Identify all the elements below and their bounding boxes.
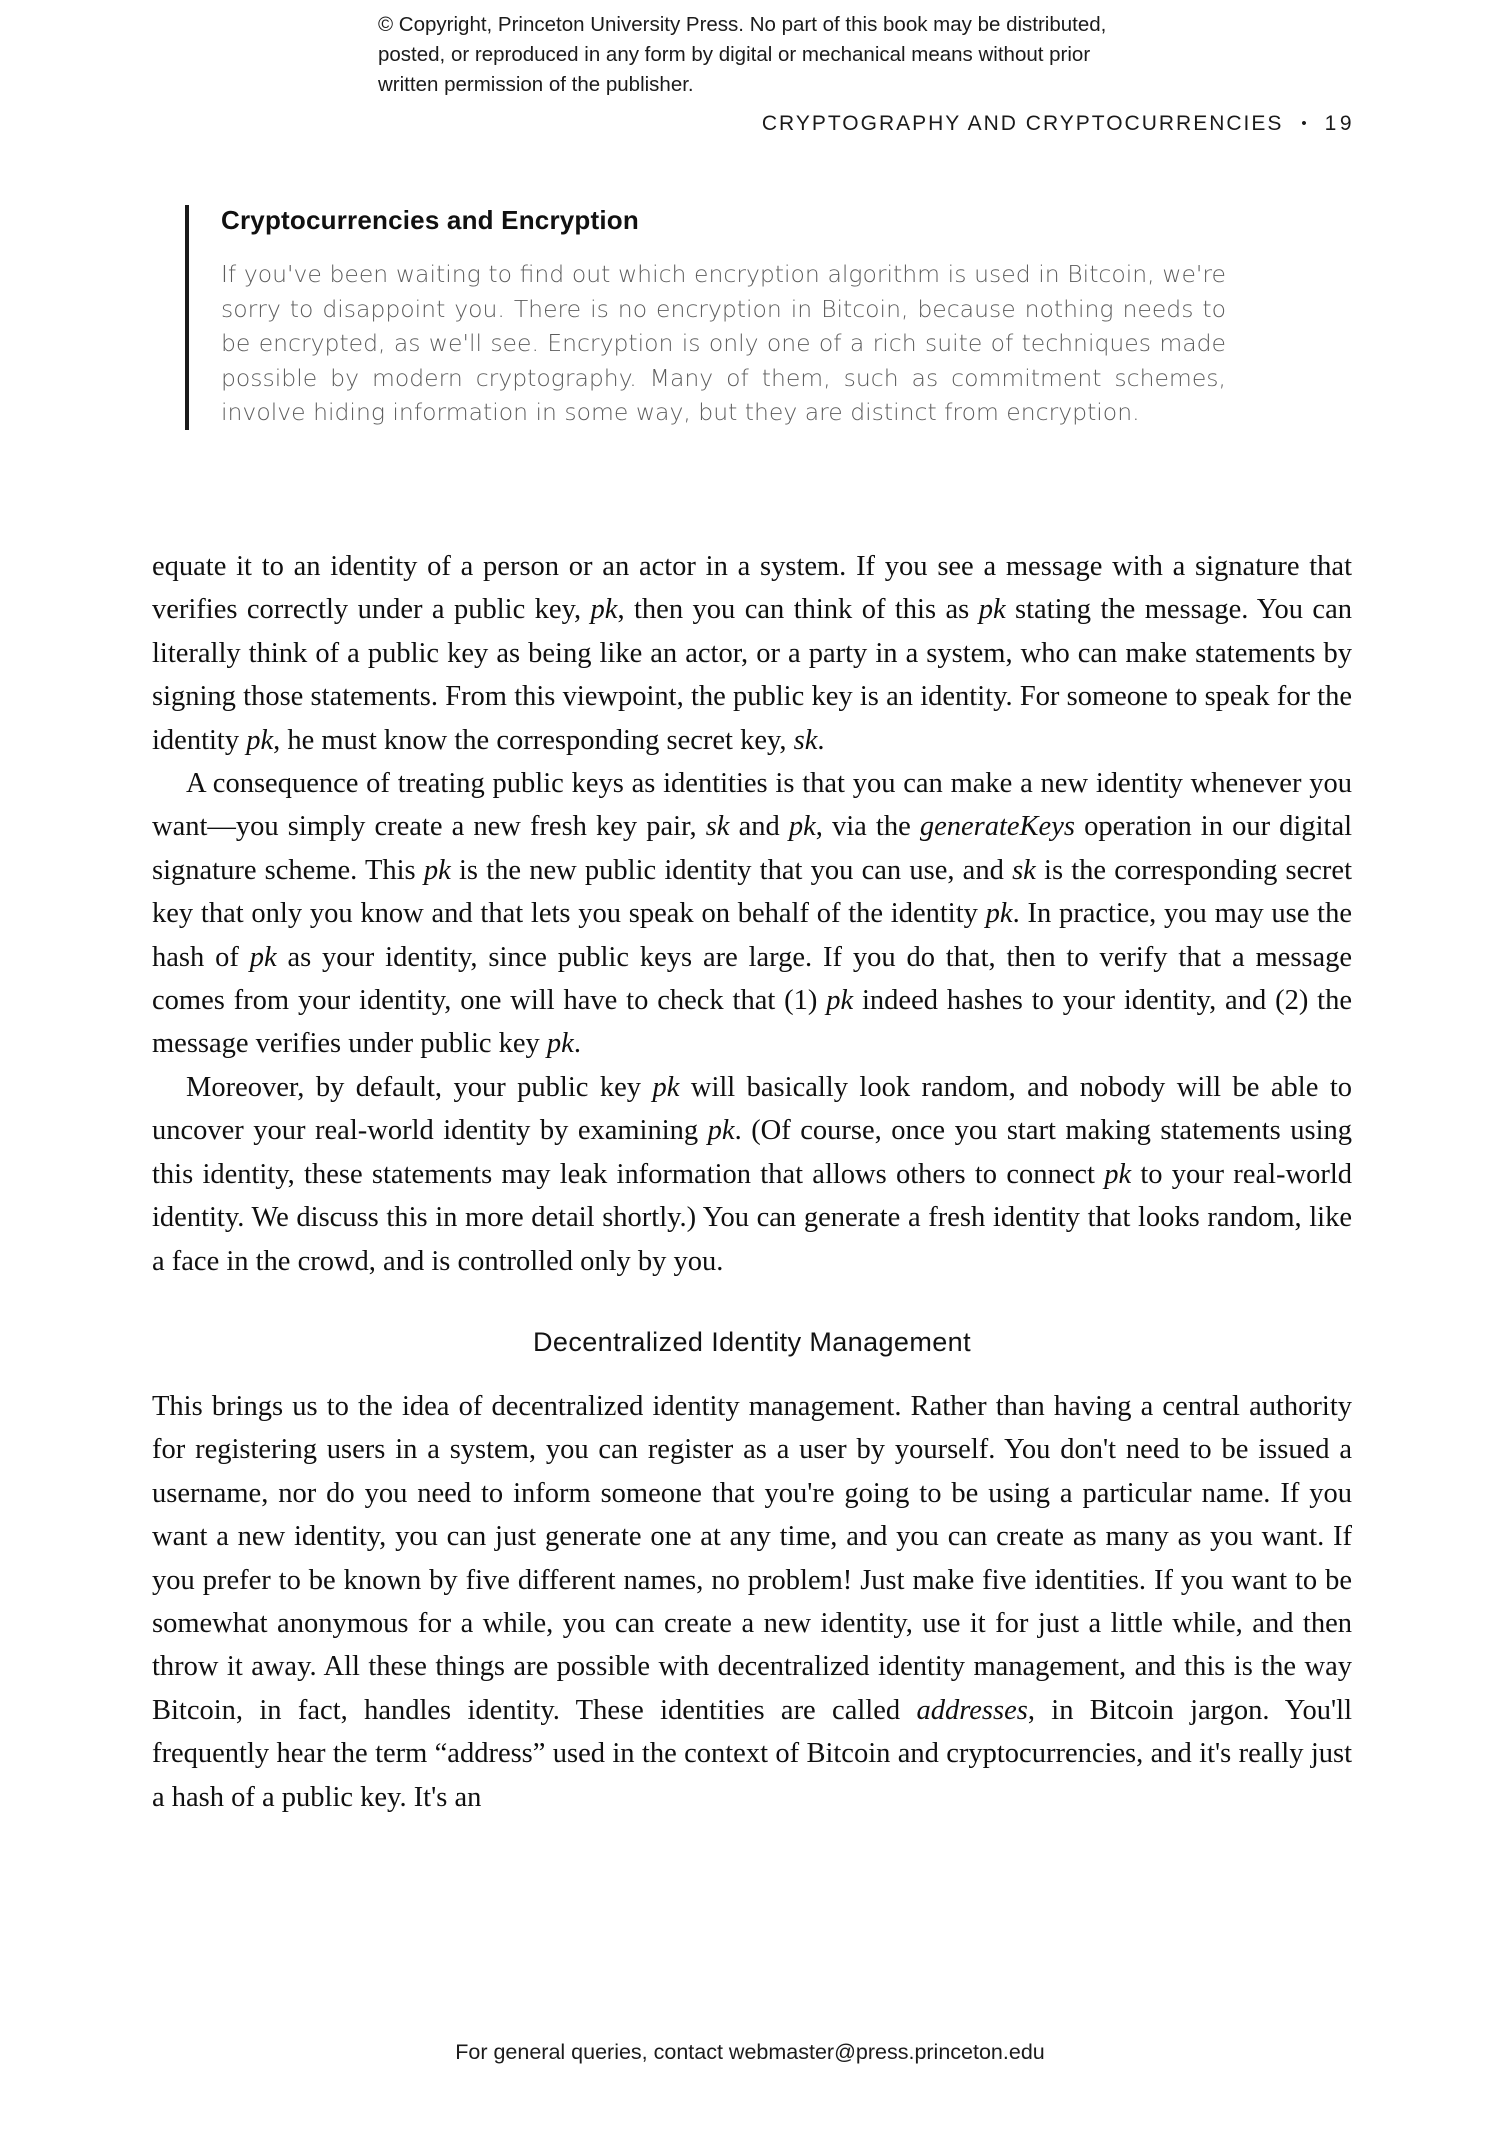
text-run: . In practice, you may use the hash of [152,898,1352,973]
text-run: indeed hashes to your identity, and (2) the message verifies under public key [152,985,1352,1060]
italic-term: pk [423,854,451,886]
italic-term: pk [652,1071,680,1103]
italic-term: sk [793,724,818,756]
para-new-identity [152,762,1352,1066]
text-run: is the new public identity that you can use, and [450,854,1013,886]
italic-term: pk [985,898,1013,930]
text-run: operation in our digital signature scheme. This [152,811,1353,886]
running-header [150,112,1355,136]
italic-term: sk [1012,854,1036,886]
italic-term: pk [1104,1158,1132,1190]
italic-term: pk [826,985,854,1017]
sidebar-body-text: If you've been waiting to find out which encryption algorithm is used in Bitcoin, we're sorry to disappoint you. There is no encryption in Bitcoin, because nothing needs to be encrypted, as we'll see. Encryption is only one of a rich suite of techniques made possible by modern cryptography. Many of them, such as commitment schemes, involve hiding information in some way, but they are distinct from encryption. [221,260,1226,426]
footer-notice: For general queries, contact webmaster@press.princeton.edu [455,2040,1045,2064]
text-run: . [817,724,825,756]
text-run: as your identity, since public keys are large. If you do that, then to verify that a message comes from your identity, one will have to check that (1) [152,941,1353,1017]
paragraph-group-before-subheading [152,545,1352,1283]
text-run: Moreover, by default, your public key [186,1071,653,1103]
text-run: equate it to an identity of a person or an actor in a system. If you see a message with a signature that verifies correctly under a public key, [152,551,1352,626]
page-number: 19 [1324,112,1355,135]
italic-term: sk [705,811,730,843]
body-column [152,545,1352,1819]
italic-term: pk [249,941,277,973]
text-run: . (Of course, once you start making statements using this identity, these statements may leak information that allows others to connect [152,1115,1352,1190]
sidebar-title: Cryptocurrencies and Encryption [221,205,639,235]
italic-term: pk [788,811,816,843]
text-run: stating the message. You can literally think of a public key as being like an actor, or a party in a system, who can make statements by signing those statements. From this viewpoint, the public key is an identity. For someone to speak for the identity [152,594,1352,756]
text-run: to your real-world identity. We discuss this in more detail shortly.) You can generate a fresh identity that looks random, like a face in the crowd, and is controlled only by you. [152,1158,1352,1277]
text-run: , via the [815,811,920,843]
italic-term: pk [546,1028,574,1060]
italic-term: addresses [916,1694,1028,1726]
text-run: A consequence of treating public keys as identities is that you can make a new identity whenever you want—you simply create a new fresh key pair, [152,768,1352,843]
italic-term: pk [246,724,274,756]
para-decentralized [152,1385,1352,1819]
para-continuation [152,545,1352,762]
italic-term: pk [978,594,1006,626]
text-run: will basically look random, and nobody will be able to uncover your real-world identity by examining [152,1071,1353,1147]
text-run: , then you can think of this as [617,594,979,626]
bullet-separator-icon: • [1301,115,1309,132]
paragraph-group-after-subheading [152,1385,1352,1819]
running-header-title: CRYPTOGRAPHY AND CRYPTOCURRENCIES [761,112,1284,135]
italic-term: pk [590,594,618,626]
italic-term: pk [707,1115,735,1147]
text-run: , he must know the corresponding secret key, [273,724,794,756]
text-run: This brings us to the idea of decentralized identity management. Rather than having a central authority for registering users in a system, you can register as a user by yourself. You don't need to be issued a username, nor do you need to inform someone that you're going to be using a particular name. If you want a new identity, you can just generate one at any time, and you can create as many as you want. If you prefer to be known by five different names, no problem! Just make five identities. If you want to be somewhat anonymous for a while, you can create a new identity, use it for just a little while, and then throw it away. All these things are possible with decentralized identity management, and this is the way Bitcoin, in fact, handles identity. These identities are called [152,1390,1352,1726]
text-run: and [729,811,789,843]
copyright-notice: © Copyright, Princeton University Press. No part of this book may be distributed, posted, or reproduced in any form by digital or mechanical means without prior written permission of the publisher. [378,13,1107,96]
para-random-key [152,1066,1352,1283]
italic-term: generateKeys [919,811,1075,843]
section-subheading: Decentralized Identity Management [533,1326,971,1357]
text-run: , in Bitcoin jargon. You'll frequently hear the term “address” used in the context of Bitcoin and cryptocurrencies, and it's really just a hash of a public key. It's an [152,1694,1352,1813]
text-run: . [573,1028,581,1060]
sidebar-callout [185,205,1245,430]
text-run: is the corresponding secret key that only you know and that lets you speak on behalf of the identity [152,854,1352,930]
